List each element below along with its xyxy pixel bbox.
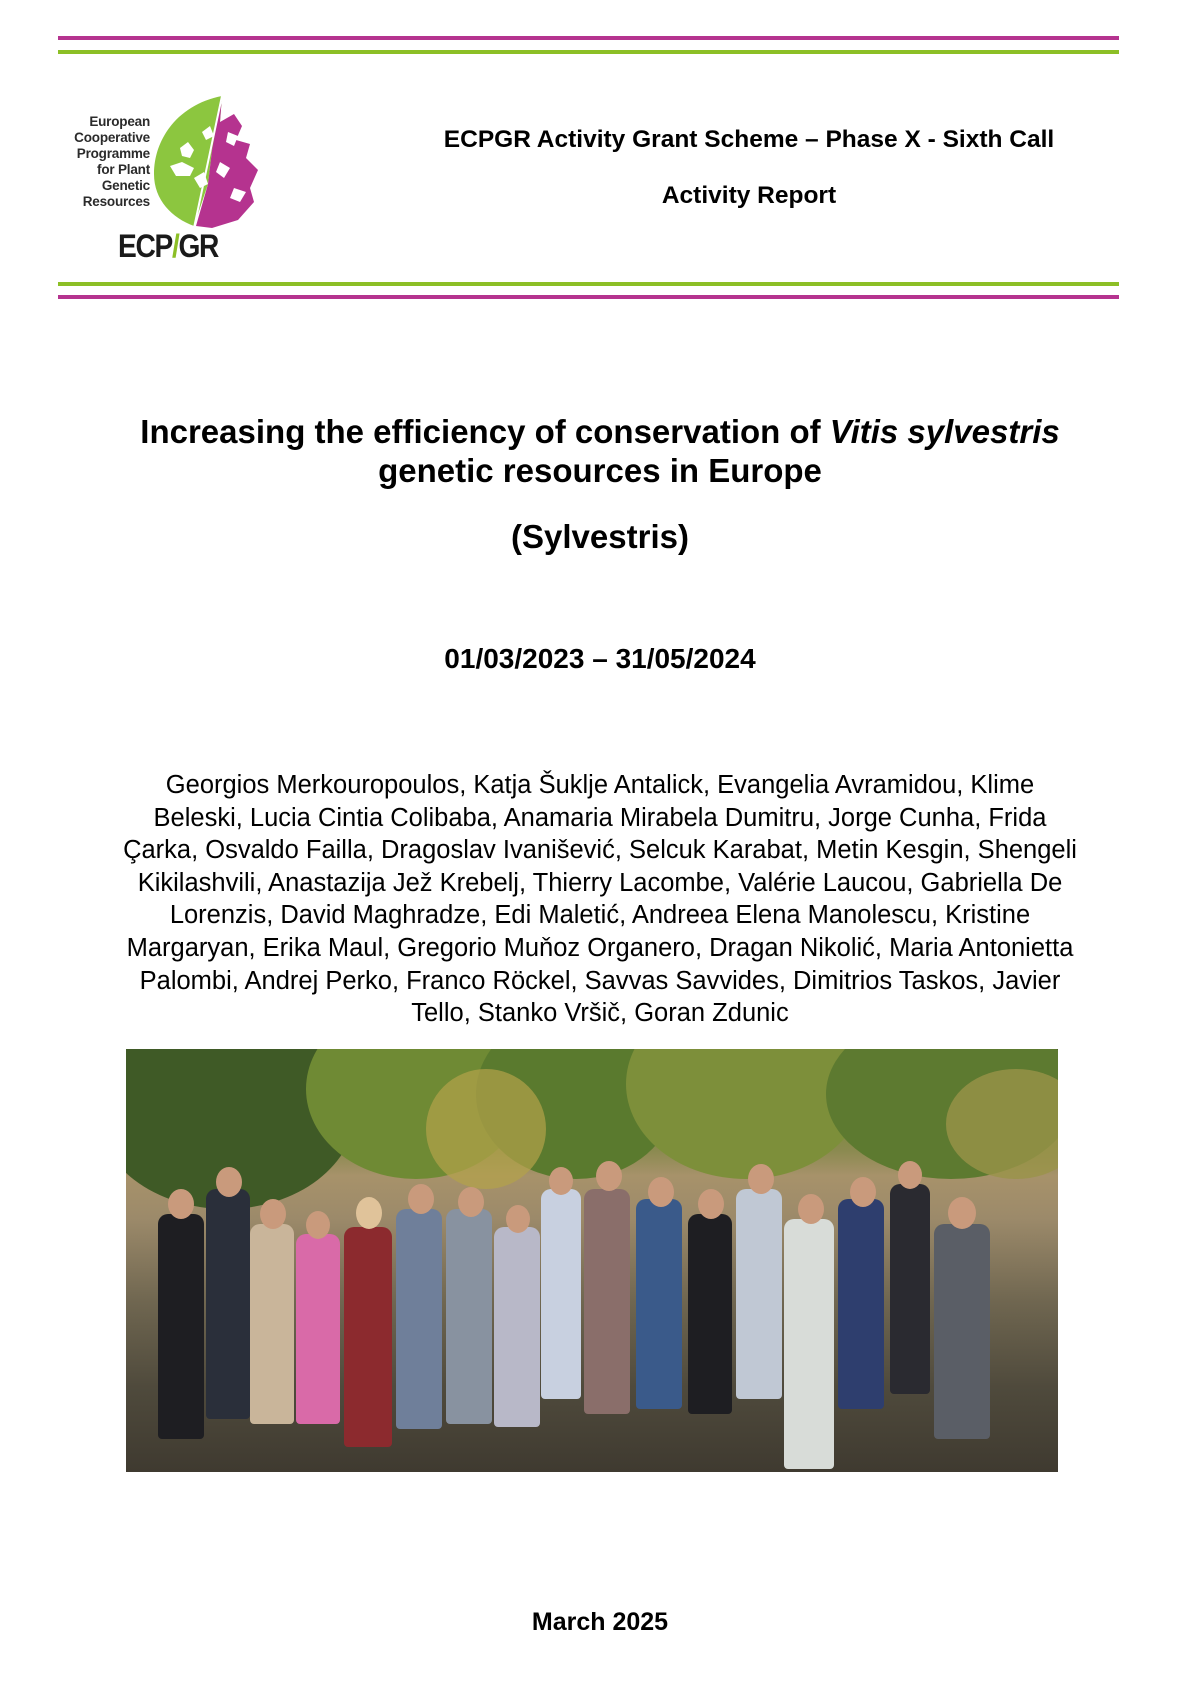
author-list [60,769,1140,1030]
header-rule-green-bottom [58,282,1119,286]
europe-leaf-icon [150,92,260,232]
author-line: Tello, Stanko Vršič, Goran Zdunic [411,999,789,1028]
logo-acronym-right: GR [178,228,219,264]
logo-acronym-slash: / [171,228,179,264]
logo-word: Resources [82,194,150,209]
logo-word: Cooperative [74,130,150,145]
ecpgr-logo [62,88,262,268]
project-period: 01/03/2023 – 31/05/2024 [444,643,756,674]
author-line: Palombi, Andrej Perko, Franco Röckel, Savvas Savvides, Dimitrios Taskos, Javier [139,966,1061,995]
logo-word: Genetic [101,178,150,193]
document-title [40,412,1160,490]
logo-wordmark [62,114,150,210]
logo-word: for Plant [97,162,150,177]
grant-scheme-heading: ECPGR Activity Grant Scheme – Phase X - Sixth Call [443,126,1055,153]
title-suffix: genetic resources in Europe [378,452,822,489]
author-line: Lorenzis, David Maghradze, Edi Maletić, Andreea Elena Manolescu, Kristine [169,901,1031,930]
title-prefix: Increasing the efficiency of conservation of [140,413,830,450]
header-rule-magenta-top [58,36,1119,40]
author-line: Georgios Merkouropoulos, Katja Šuklje Antalick, Evangelia Avramidou, Klime [165,771,1035,799]
header-rule-green-top [58,50,1119,54]
project-acronym: (Sylvestris) [511,518,689,555]
logo-word: European [89,114,150,129]
logo-word: Programme [76,146,150,161]
author-line: Çarka, Osvaldo Failla, Dragoslav Ivanišević, Selcuk Karabat, Metin Kesgin, Shengeli [123,836,1077,865]
report-type-heading: Activity Report [661,182,837,209]
title-species: Vitis sylvestris [829,413,1060,450]
publication-date: March 2025 [531,1608,669,1636]
author-line: Margaryan, Erika Maul, Gregorio Muňoz Organero, Dragan Nikolić, Maria Antonietta [126,933,1074,962]
logo-acronym [118,228,218,265]
group-photo [126,1049,1058,1472]
author-line: Kikilashvili, Anastazija Jež Krebelj, Thierry Lacombe, Valérie Laucou, Gabriella De [137,868,1063,897]
author-line: Beleski, Lucia Cintia Colibaba, Anamaria Mirabela Dumitru, Jorge Cunha, Frida [153,803,1047,832]
logo-acronym-left: ECP [118,228,172,264]
header-rule-magenta-bottom [58,295,1119,299]
